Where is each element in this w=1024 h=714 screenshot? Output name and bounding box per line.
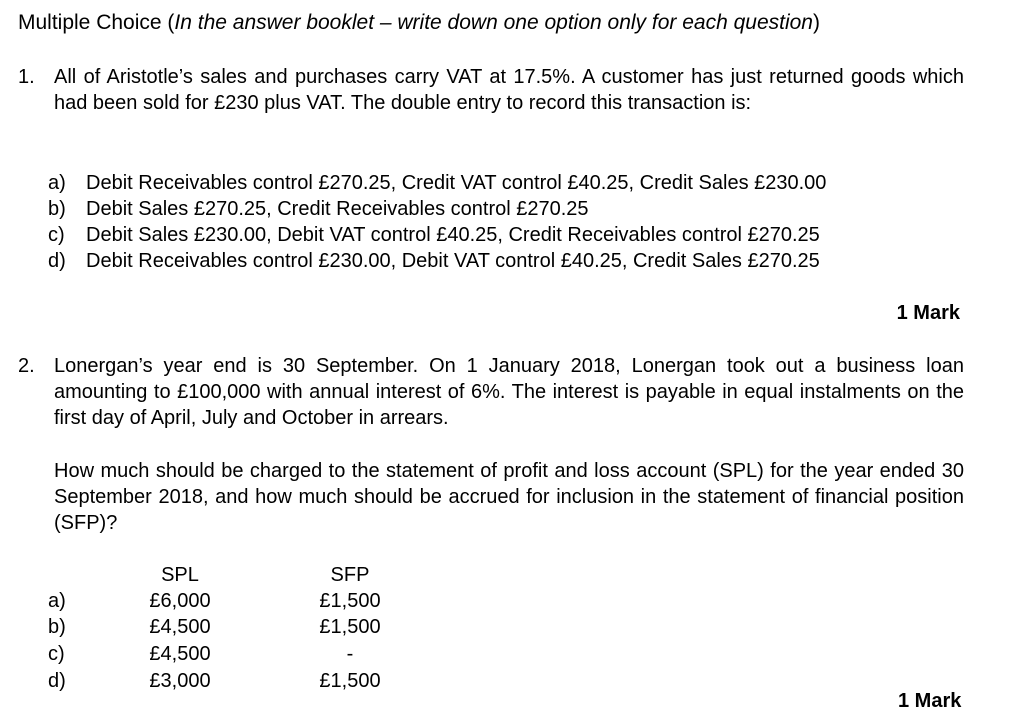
q1-option-b-label: b) <box>48 198 66 220</box>
q2-text: Lonergan’s year end is 30 September. On 1 January 2018, Lonergan took out a business loan amounting to £100,000 with annual interest of 6%. The interest is payable in equal instalments on the first day of April, July and October in arrears. <box>54 355 964 429</box>
q2-option-c-sfp: - <box>346 643 354 665</box>
q1-mark: 1 Mark <box>896 302 960 324</box>
q2-number: 2. <box>18 355 35 377</box>
q1-option-a-label: a) <box>48 172 66 194</box>
heading-prefix: Multiple Choice ( <box>18 11 175 34</box>
heading-instruction: In the answer booklet – write down one option only for each question <box>174 11 813 34</box>
q1-option-c-label: c) <box>48 224 65 246</box>
section-heading <box>18 10 820 36</box>
q2-column-sfp: SFP <box>330 564 370 586</box>
q2-option-c-spl: £4,500 <box>149 643 211 665</box>
q2-option-d-spl: £3,000 <box>149 670 211 692</box>
q2-mark: 1 Mark <box>898 690 962 712</box>
q2-option-a-sfp: £1,500 <box>319 590 381 612</box>
q1-option-d-text: Debit Receivables control £230.00, Debit VAT control £40.25, Credit Sales £270.25 <box>86 250 820 272</box>
q1-number: 1. <box>18 66 35 88</box>
heading-suffix: ) <box>812 11 820 34</box>
q1-text: All of Aristotle’s sales and purchases carry VAT at 17.5%. A customer has just returned goods which had been sold for £230 plus VAT. The double entry to record this transaction is: <box>54 66 964 114</box>
q2-option-d-sfp: £1,500 <box>319 670 381 692</box>
q1-option-b-text: Debit Sales £270.25, Credit Receivables control £270.25 <box>86 198 589 220</box>
q2-option-b-label: b) <box>48 616 66 638</box>
q1-option-c-text: Debit Sales £230.00, Debit VAT control £40.25, Credit Receivables control £270.25 <box>86 224 820 246</box>
q2-option-b-spl: £4,500 <box>149 616 211 638</box>
q2-option-b-sfp: £1,500 <box>319 616 381 638</box>
q1-option-a-text: Debit Receivables control £270.25, Credit VAT control £40.25, Credit Sales £230.00 <box>86 172 827 194</box>
q2-option-a-label: a) <box>48 590 66 612</box>
q2-option-c-label: c) <box>48 643 65 665</box>
q2-option-a-spl: £6,000 <box>149 590 211 612</box>
q1-option-d-label: d) <box>48 250 66 272</box>
q2-column-spl: SPL <box>161 564 199 586</box>
q2-question: How much should be charged to the statement of profit and loss account (SPL) for the year ended 30 September 2018, and how much should be accrued for inclusion in the statement of financial position (SFP)? <box>54 460 964 534</box>
q2-option-d-label: d) <box>48 670 66 692</box>
